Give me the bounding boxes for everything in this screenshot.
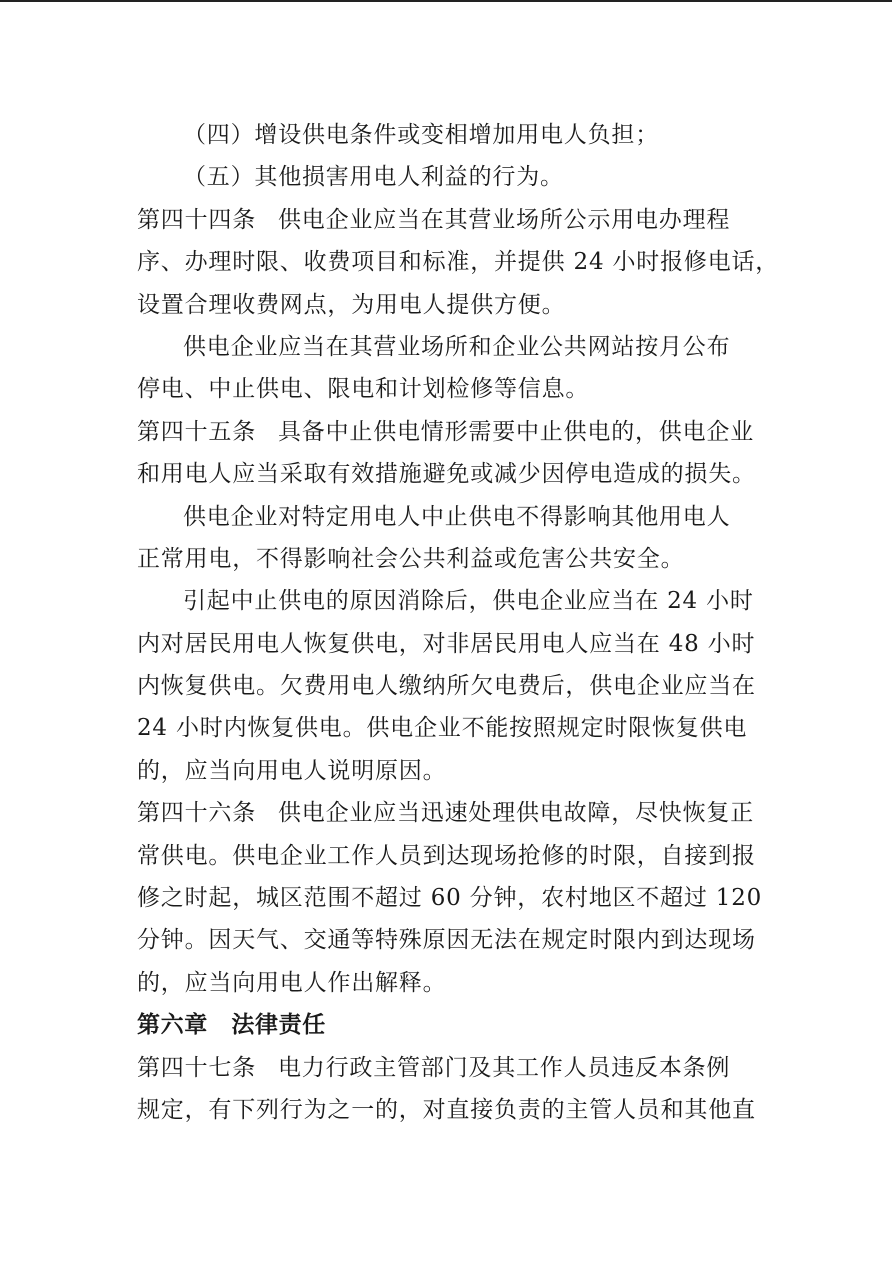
text-line: 常供电。供电企业工作人员到达现场抢修的时限，自接到报 bbox=[137, 842, 756, 869]
text-line: 正常用电，不得影响社会公共利益或危害公共安全。 bbox=[137, 545, 685, 572]
article-number: 第四十五条 bbox=[137, 418, 256, 445]
article-number: 第四十七条 bbox=[137, 1054, 256, 1081]
chapter-heading: 第六章 法律责任 bbox=[137, 1012, 326, 1039]
text-line: 规定，有下列行为之一的，对直接负责的主管人员和其他直 bbox=[137, 1096, 756, 1123]
article-text: 供电企业应当在其营业场所公示用电办理程 bbox=[278, 206, 731, 233]
article-46-first-line bbox=[137, 792, 761, 834]
text-line: 停电、中止供电、限电和计划检修等信息。 bbox=[137, 376, 590, 403]
article-text: 电力行政主管部门及其工作人员违反本条例 bbox=[278, 1054, 731, 1081]
article-number: 第四十六条 bbox=[137, 800, 256, 827]
text-line: 的，应当向用电人说明原因。 bbox=[137, 757, 447, 784]
list-item: （五）其他损害用电人利益的行为。 bbox=[183, 164, 564, 191]
article-number: 第四十四条 bbox=[137, 206, 256, 233]
text-line: 序、办理时限、收费项目和标准，并提供 24 小时报修电话， bbox=[137, 249, 780, 276]
text-line: 和用电人应当采取有效措施避免或减少因停电造成的损失。 bbox=[137, 461, 756, 488]
article-text: 具备中止供电情形需要中止供电的，供电企业 bbox=[278, 418, 754, 445]
paragraph-first-line: 供电企业对特定用电人中止供电不得影响其他用电人 bbox=[183, 503, 731, 530]
text-line: 内对居民用电人恢复供电，对非居民用电人应当在 48 小时 bbox=[137, 630, 756, 657]
article-45-first-line bbox=[137, 411, 761, 453]
text-line: 24 小时内恢复供电。供电企业不能按照规定时限恢复供电 bbox=[137, 715, 748, 742]
text-line: 内恢复供电。欠费用电人缴纳所欠电费后，供电企业应当在 bbox=[137, 673, 756, 700]
text-line: 修之时起，城区范围不超过 60 分钟，农村地区不超过 120 bbox=[137, 885, 763, 912]
regulation-text bbox=[137, 114, 780, 1131]
article-47-first-line bbox=[137, 1047, 761, 1089]
article-text: 供电企业应当迅速处理供电故障，尽快恢复正 bbox=[278, 800, 754, 827]
text-line: 分钟。因天气、交通等特殊原因无法在规定时限内到达现场 bbox=[137, 927, 756, 954]
paragraph-first-line: 引起中止供电的原因消除后，供电企业应当在 24 小时 bbox=[183, 588, 754, 615]
article-44-first-line bbox=[137, 199, 761, 241]
text-line: 设置合理收费网点，为用电人提供方便。 bbox=[137, 291, 566, 318]
text-line: 的，应当向用电人作出解释。 bbox=[137, 969, 447, 996]
list-item: （四）增设供电条件或变相增加用电人负担； bbox=[183, 122, 659, 148]
paragraph-first-line: 供电企业应当在其营业场所和企业公共网站按月公布 bbox=[183, 333, 731, 360]
